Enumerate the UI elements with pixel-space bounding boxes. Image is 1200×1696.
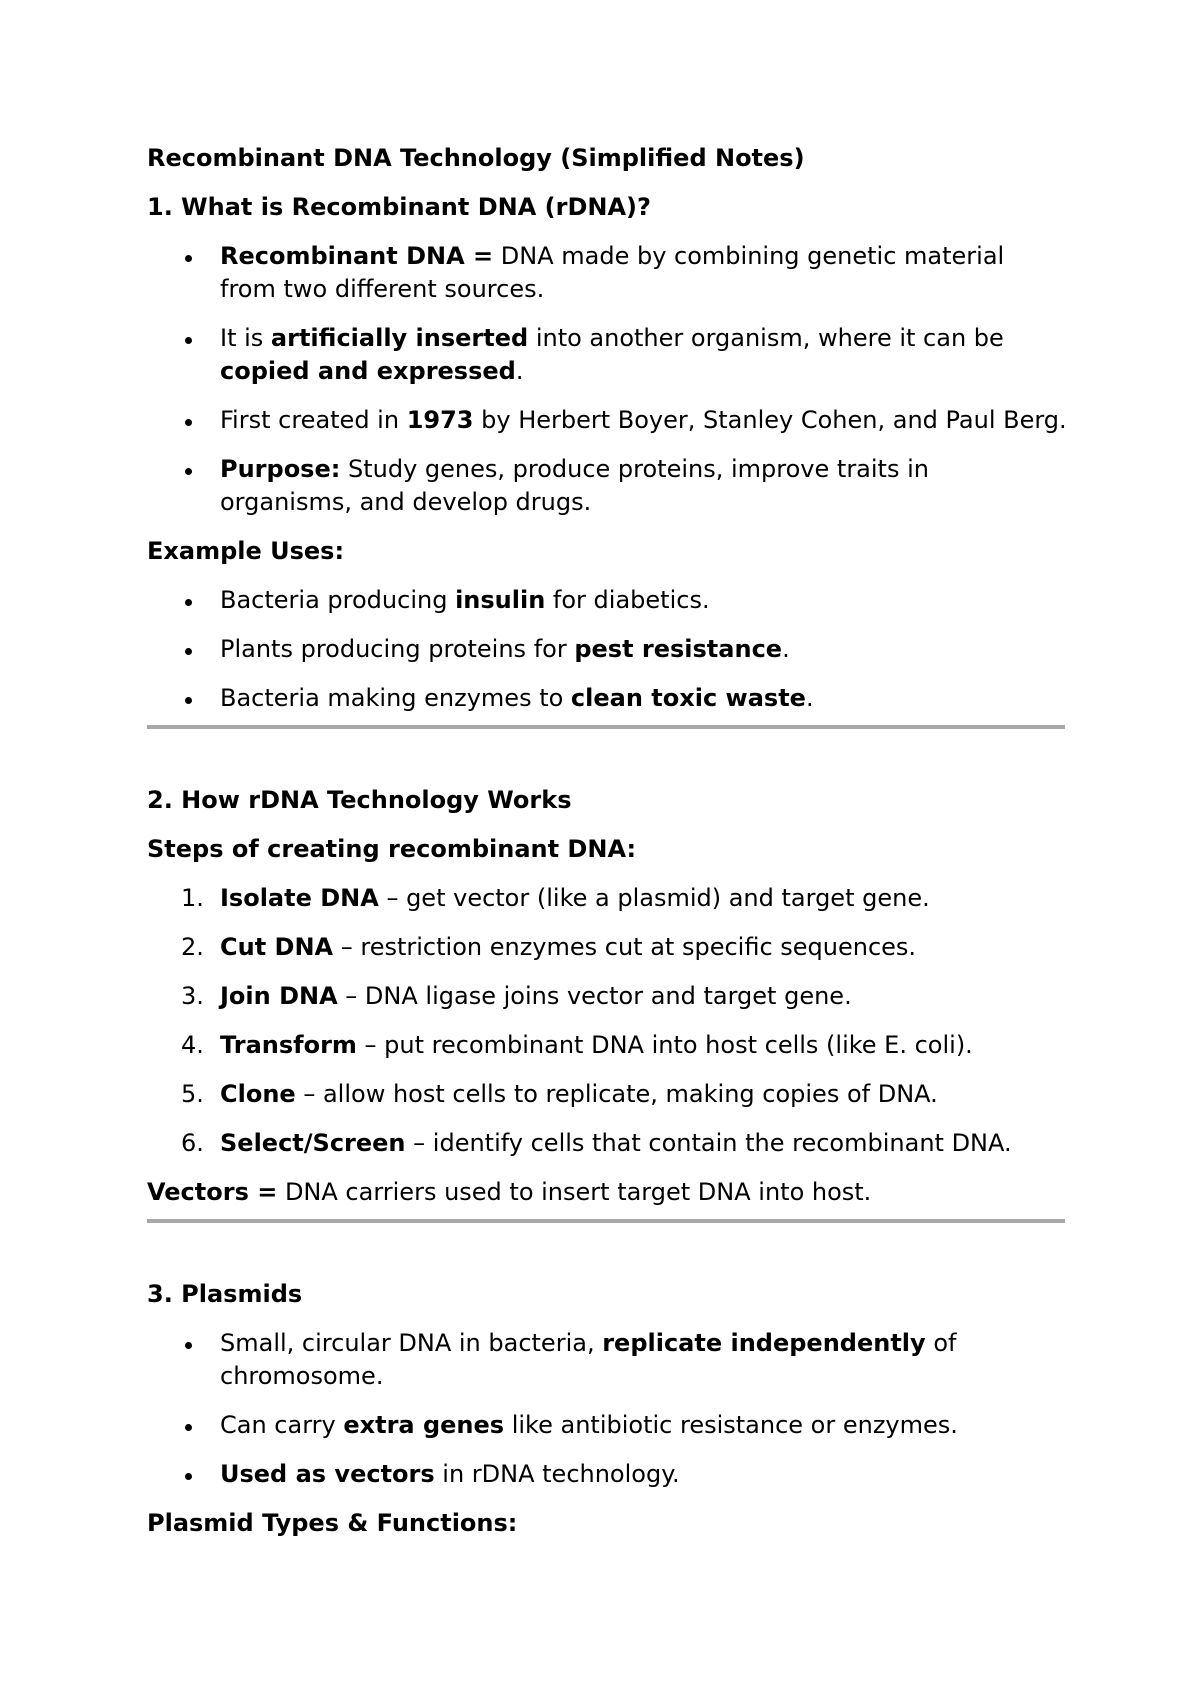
section-3-heading: 3. Plasmids	[147, 1280, 303, 1308]
list-item: 4. Transform – put recombinant DNA into host cells (like E. coli).	[181, 1031, 973, 1059]
list-item: 2. Cut DNA – restriction enzymes cut at specific sequences.	[181, 933, 917, 961]
list-item: Used as vectors in rDNA technology.	[147, 1458, 1067, 1491]
list-item: Purpose: Study genes, produce proteins, improve traits in organisms, and develop drugs.	[147, 453, 1067, 519]
list-item: 1. Isolate DNA – get vector (like a plasmid) and target gene.	[181, 884, 930, 912]
list-item: Plants producing proteins for pest resistance.	[147, 633, 1067, 666]
list-item: Can carry extra genes like antibiotic resistance or enzymes.	[147, 1409, 1067, 1442]
list-item: Recombinant DNA = DNA made by combining genetic material from two different sources.	[147, 240, 1067, 306]
list-item: Bacteria producing insulin for diabetics.	[147, 584, 1067, 617]
section-2-heading: 2. How rDNA Technology Works	[147, 786, 572, 814]
list-item: 3. Join DNA – DNA ligase joins vector and target gene.	[181, 982, 852, 1010]
plasmid-types-heading: Plasmid Types & Functions:	[147, 1509, 518, 1537]
list-item: Small, circular DNA in bacteria, replicate independently of chromosome.	[147, 1327, 1067, 1393]
section-3-bullets	[147, 1327, 1067, 1491]
document-title: Recombinant DNA Technology (Simplified Notes)	[147, 144, 805, 172]
steps-heading: Steps of creating recombinant DNA:	[147, 835, 637, 863]
list-item: Bacteria making enzymes to clean toxic waste.	[147, 682, 1067, 715]
example-uses-list	[147, 584, 1067, 715]
list-item: 6. Select/Screen – identify cells that contain the recombinant DNA.	[181, 1129, 1012, 1157]
steps-list	[147, 882, 1067, 1160]
list-item: It is artificially inserted into another organism, where it can be copied and expressed.	[147, 322, 1067, 388]
example-uses-heading: Example Uses:	[147, 537, 345, 565]
document-content	[147, 142, 1067, 1556]
section-1-heading: 1. What is Recombinant DNA (rDNA)?	[147, 193, 651, 221]
list-item: 5. Clone – allow host cells to replicate, making copies of DNA.	[181, 1080, 938, 1108]
section-1-bullets	[147, 240, 1067, 519]
vectors-definition: Vectors = DNA carriers used to insert target DNA into host.	[147, 1178, 872, 1206]
list-item: First created in 1973 by Herbert Boyer, Stanley Cohen, and Paul Berg.	[147, 404, 1067, 437]
